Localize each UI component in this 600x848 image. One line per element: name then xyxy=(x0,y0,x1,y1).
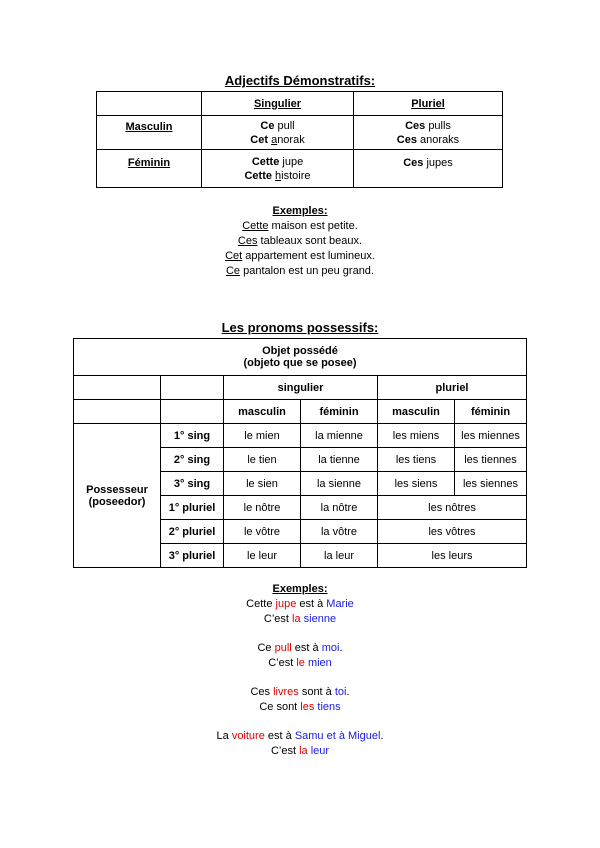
pron-cell: les nôtres xyxy=(378,496,527,520)
empty-cell xyxy=(97,92,202,116)
pron-cell: les siennes xyxy=(455,472,527,496)
pron-cell: les miennes xyxy=(455,424,527,448)
pron-cell: le nôtre xyxy=(224,496,301,520)
masc-plur-cell: Ces pulls Ces anoraks xyxy=(354,116,503,150)
poss-example-2a: Ce pull est à moi. xyxy=(257,642,343,654)
pron-cell: la vôtre xyxy=(301,520,378,544)
possessifs-title: Les pronoms possessifs: xyxy=(221,320,379,335)
col-singulier: Singulier xyxy=(202,92,354,116)
possesseur-label: Possesseur (poseedor) xyxy=(74,424,161,568)
poss-example-1a: Cette jupe est à Marie xyxy=(246,598,354,610)
possessifs-table xyxy=(73,338,527,568)
fem-plur-cell: Ces jupes xyxy=(354,150,503,188)
header-feminin-sing: féminin xyxy=(301,400,378,424)
demo-example-2: Ces tableaux sont beaux. xyxy=(237,235,363,247)
pron-cell: les siens xyxy=(378,472,455,496)
demo-example-4: Ce pantalon est un peu grand. xyxy=(225,265,374,277)
header-masculin-plur: masculin xyxy=(378,400,455,424)
person-label: 2° pluriel xyxy=(161,520,224,544)
masc-sing-cell: Ce pull Cet anorak xyxy=(202,116,354,150)
poss-example-3b: Ce sont les tiens xyxy=(259,701,341,713)
pron-cell: le tien xyxy=(224,448,301,472)
header-pluriel: pluriel xyxy=(378,376,527,400)
demo-example-1: Cette maison est petite. xyxy=(242,220,358,232)
poss-examples xyxy=(0,582,600,759)
pron-cell: les tiennes xyxy=(455,448,527,472)
spacer xyxy=(0,671,600,685)
empty-cell xyxy=(161,400,224,424)
demo-examples xyxy=(0,204,600,279)
demo-examples-heading: Exemples: xyxy=(272,205,328,217)
person-label: 1° pluriel xyxy=(161,496,224,520)
demonstratifs-table xyxy=(96,91,503,188)
pron-cell: le mien xyxy=(224,424,301,448)
objet-possede-header: Objet possédé (objeto que se posee) xyxy=(74,339,527,376)
demonstratifs-title: Adjectifs Démonstratifs: xyxy=(224,73,376,88)
spacer xyxy=(0,715,600,729)
poss-example-4a: La voiture est à Samu et à Miguel. xyxy=(216,730,384,742)
empty-cell xyxy=(74,376,161,400)
header-feminin-plur: féminin xyxy=(455,400,527,424)
pron-cell: les miens xyxy=(378,424,455,448)
row-feminin: Féminin xyxy=(97,150,202,188)
pron-cell: les tiens xyxy=(378,448,455,472)
pron-cell: les leurs xyxy=(378,544,527,568)
header-masculin-sing: masculin xyxy=(224,400,301,424)
person-label: 3° pluriel xyxy=(161,544,224,568)
person-label: 2° sing xyxy=(161,448,224,472)
spacer xyxy=(0,627,600,641)
pron-cell: la tienne xyxy=(301,448,378,472)
poss-example-1b: C’est la sienne xyxy=(263,613,337,625)
row-masculin: Masculin xyxy=(97,116,202,150)
pron-cell: le leur xyxy=(224,544,301,568)
empty-cell xyxy=(161,376,224,400)
col-pluriel: Pluriel xyxy=(354,92,503,116)
person-label: 3° sing xyxy=(161,472,224,496)
demo-example-3: Cet appartement est lumineux. xyxy=(225,250,375,262)
pron-cell: la nôtre xyxy=(301,496,378,520)
person-label: 1° sing xyxy=(161,424,224,448)
poss-example-2b: C’est le mien xyxy=(268,657,332,669)
pron-cell: le vôtre xyxy=(224,520,301,544)
pron-cell: la mienne xyxy=(301,424,378,448)
pron-cell: la leur xyxy=(301,544,378,568)
pron-cell: les vôtres xyxy=(378,520,527,544)
poss-examples-heading: Exemples: xyxy=(272,583,328,595)
pron-cell: la sienne xyxy=(301,472,378,496)
poss-example-4b: C’est la leur xyxy=(270,745,330,757)
header-singulier: singulier xyxy=(224,376,378,400)
empty-cell xyxy=(74,400,161,424)
fem-sing-cell: Cette jupe Cette histoire xyxy=(202,150,354,188)
pron-cell: le sien xyxy=(224,472,301,496)
poss-example-3a: Ces livres sont à toi. xyxy=(250,686,350,698)
